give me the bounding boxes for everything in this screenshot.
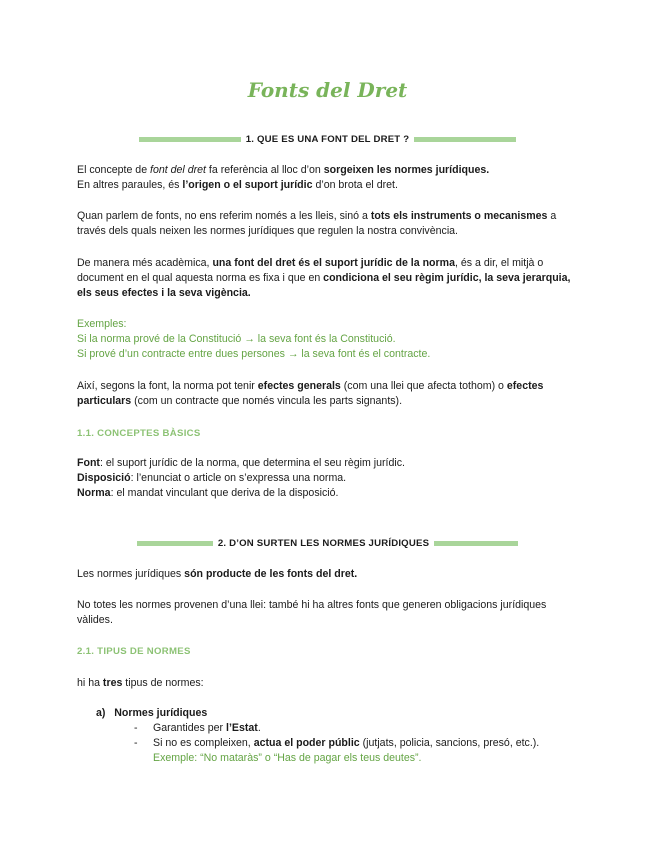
text: . [257,722,261,734]
section-2-heading [0,538,655,549]
definition-disposicio: : l’enunciat o article on s’expressa una norma. [130,472,347,484]
text: (jutjats, policia, sancions, presó, etc.). [359,737,540,749]
section-1-heading [0,134,655,145]
text-bold: sorgeixen les normes jurídiques. [323,164,490,176]
document-title: Fonts del Dret [247,78,408,102]
text: a través dels quals neixen les normes jurídiques que regulen la nostra convivència. [77,210,557,237]
paragraph-other-sources [77,598,582,628]
text-bold: condiciona el seu règim jurídic, la seva jerarquia, els seus efectes i la seva vigència. [77,272,571,299]
text-bold: tres [102,677,123,689]
paragraph-norms-product [77,567,582,582]
text: En altres paraules, és [77,179,183,191]
example-2: Si prové d’un contracte entre dues persones → la seva font és el contracte. [77,348,431,360]
list-item [96,721,586,736]
subsection-2-1-heading: 2.1. TIPUS DE NORMES [77,646,191,657]
heading-bar-right [434,541,518,546]
text-italic: font del dret [150,164,206,176]
basic-concepts-list [77,456,582,501]
paragraph-three-types [77,676,582,691]
text: d’on brota el dret. [312,179,398,191]
examples-block [77,317,582,362]
text-bold: actua el poder públic [253,737,360,749]
text-bold: una font del dret és el suport jurídic de la norma [212,257,455,269]
dash-marker: - [134,722,138,734]
text-bold: tots els instruments o mecanismes [370,210,548,222]
text: hi ha [77,677,103,689]
text-bold: efectes generals [257,380,341,392]
text-bold: són producte de les fonts del dret. [184,568,358,580]
text: Les normes jurídiques [77,568,185,580]
section-1-heading-text: 1. QUE ES UNA FONT DEL DRET ? [245,134,410,145]
section-2-heading-text: 2. D’ON SURTEN LES NORMES JURÍDIQUES [217,538,430,549]
paragraph-sources [77,209,582,239]
term-disposicio: Disposició [77,472,131,484]
list-item [96,736,586,751]
text: , és a dir, el mitjà o document en el qual aquesta norma es fixa i que en [77,257,544,284]
text-bold: l’origen o el suport jurídic [182,179,313,191]
term-norma: Norma [77,487,111,499]
text: Així, segons la font, la norma pot tenir [77,380,258,392]
text: De manera més acadèmica, [77,257,213,269]
heading-bar-left [137,541,213,546]
text-bold: l’Estat [226,722,258,734]
text: (com una llei que afecta tothom) o [340,380,507,392]
example-1: Si la norma prové de la Constitució → la seva font és la Constitució. [77,333,396,345]
heading-bar-left [139,137,241,142]
text: El concepte de [77,164,151,176]
norm-type-a-title: Normes jurídiques [114,707,208,719]
heading-bar-right [414,137,516,142]
text: Si no es compleixen, [153,737,254,749]
text: Quan parlem de fonts, no ens referim només a les lleis, sinó a [77,210,371,222]
paragraph-effects [77,379,582,409]
text: (com un contracte que només vincula les parts signants). [131,395,403,407]
definition-norma: : el mandat vinculant que deriva de la disposició. [110,487,339,499]
norm-type-a-heading [96,706,586,721]
definition-font: : el suport jurídic de la norma, que determina el seu règim jurídic. [99,457,405,469]
norm-type-a [96,706,586,766]
paragraph-definition [77,163,582,193]
examples-title: Exemples: [77,318,127,330]
text-bold: efectes particulars [77,380,544,407]
text: fa referència al lloc d’on [205,164,324,176]
dash-marker: - [134,737,138,749]
subsection-1-1-heading: 1.1. CONCEPTES BÀSICS [77,428,201,439]
text: Garantides per [153,722,227,734]
list-marker: a) [96,707,106,719]
text: No totes les normes provenen d’una llei: també hi ha altres fonts que generen obligacions jurídiques vàlides. [77,599,547,626]
paragraph-academic [77,256,582,301]
norm-type-a-example: Exemple: “No mataràs” o “Has de pagar els teus deutes”. [153,752,422,764]
term-font: Font [77,457,100,469]
text: tipus de normes: [122,677,204,689]
